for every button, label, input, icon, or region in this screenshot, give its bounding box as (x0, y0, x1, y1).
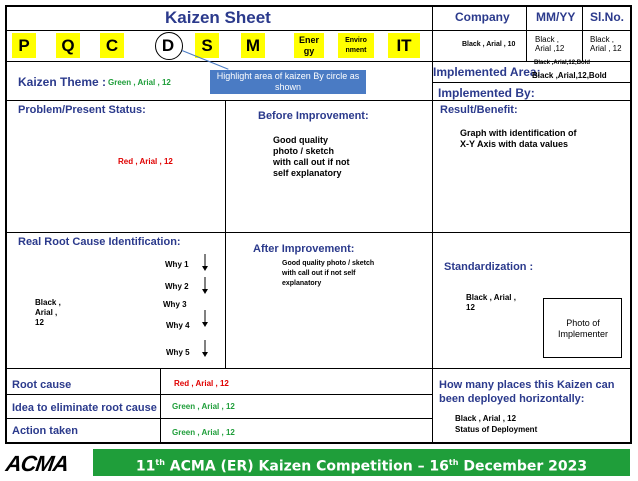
pqcdsm-p: P (12, 33, 36, 58)
idea-value: Green , Arial , 12 (172, 402, 235, 411)
problem-value: Red , Arial , 12 (118, 157, 173, 166)
root-cause-label: Root cause (12, 379, 72, 391)
root-cause-id-value: Black , Arial , 12 (35, 298, 61, 327)
highlight-circle (155, 32, 183, 60)
root-cause-value: Red , Arial , 12 (174, 379, 229, 388)
pqcdsm-it: IT (388, 33, 420, 58)
pqcdsm-s: S (195, 33, 219, 58)
banner-mid: ACMA (ER) Kaizen Competition – 16 (164, 458, 449, 475)
banner-end: December 2023 (458, 458, 588, 475)
down-arrow-icon (200, 254, 210, 272)
header-divider (432, 5, 433, 61)
banner-num: 11 (135, 458, 156, 475)
standardization-value: Black , Arial , 12 (466, 293, 516, 312)
highlight-note: Highlight area of kaizen By circle as shown (210, 70, 366, 94)
down-arrow-icon (200, 277, 210, 295)
page-title: Kaizen Sheet (165, 8, 271, 27)
root-cause-id-label: Real Root Cause Identification: (18, 236, 181, 248)
pqcdsm-c: C (100, 33, 124, 58)
why-2: Why 2 (165, 282, 189, 291)
footer-banner (93, 449, 630, 476)
why-5: Why 5 (166, 348, 190, 357)
slno-value: Black , Arial , 12 (590, 35, 622, 53)
header-divider-2 (526, 5, 527, 61)
bottom-hline-2 (5, 418, 432, 419)
standardization-label: Standardization : (444, 261, 534, 273)
why-1: Why 1 (165, 260, 189, 269)
pqcdsm-m: M (241, 33, 265, 58)
deploy-label: How many places this Kaizen can been deployed horizontally: (439, 379, 615, 405)
bottom-hline-1 (5, 394, 432, 395)
before-label: Before Improvement: (258, 110, 369, 122)
why-4: Why 4 (166, 321, 190, 330)
implemented-by-label: Implemented By: (438, 86, 535, 100)
banner-sup-1: th (155, 458, 165, 467)
pqcdsm-energy: Ener gy (294, 33, 324, 58)
kaizen-theme-value: Green , Arial , 12 (108, 78, 171, 87)
company-value: Black , Arial , 10 (462, 41, 516, 48)
mmyy-label: MM/YY (536, 10, 576, 24)
pqcdsm-d: D (161, 36, 175, 55)
company-label: Company (455, 10, 510, 24)
down-arrow-icon (200, 340, 210, 358)
vline-2 (432, 61, 433, 444)
action-label: Action taken (12, 425, 79, 437)
why-3: Why 3 (163, 300, 187, 309)
after-label: After Improvement: (253, 243, 355, 255)
photo-label: Photo of Implementer (557, 318, 609, 339)
kaizen-theme-label: Kaizen Theme : (18, 75, 107, 89)
idea-label: Idea to eliminate root cause (12, 402, 157, 414)
vline-bottom (160, 368, 161, 444)
problem-label: Problem/Present Status: (18, 104, 146, 116)
action-value: Green , Arial , 12 (172, 428, 235, 437)
banner-sup-2: th (448, 458, 459, 467)
header-hline (5, 30, 632, 31)
pqcdsm-environment: Enviro nment (338, 33, 374, 58)
row4-hline (5, 368, 632, 369)
vline-1 (225, 100, 226, 368)
pqcdsm-q: Q (56, 33, 80, 58)
impl-hline (432, 82, 632, 83)
mmyy-value: Black , Arial ,12 (535, 35, 565, 53)
slno-label: Sl.No. (590, 10, 625, 24)
result-value: Graph with identification of X-Y Axis with data values (460, 128, 577, 149)
implemented-area-note: Black ,Arial,12,Bold (534, 60, 591, 66)
result-label: Result/Benefit: (440, 104, 518, 116)
before-value: Good quality photo / sketch with call out if not self explanatory (273, 135, 350, 178)
after-value: Good quality photo / sketch with call out if not self explanatory (282, 260, 375, 287)
header-divider-3 (582, 5, 583, 61)
implemented-area-label: Implemented Area: (433, 65, 541, 79)
deploy-status: Status of Deployment (455, 425, 538, 434)
acma-logo: ACMA (4, 451, 70, 476)
implemented-area-value: Black ,Arial,12,Bold (532, 71, 607, 80)
down-arrow-icon (200, 310, 210, 328)
deploy-value: Black , Arial , 12 (455, 414, 517, 423)
row2-hline (5, 100, 632, 101)
row3-hline (5, 232, 632, 233)
